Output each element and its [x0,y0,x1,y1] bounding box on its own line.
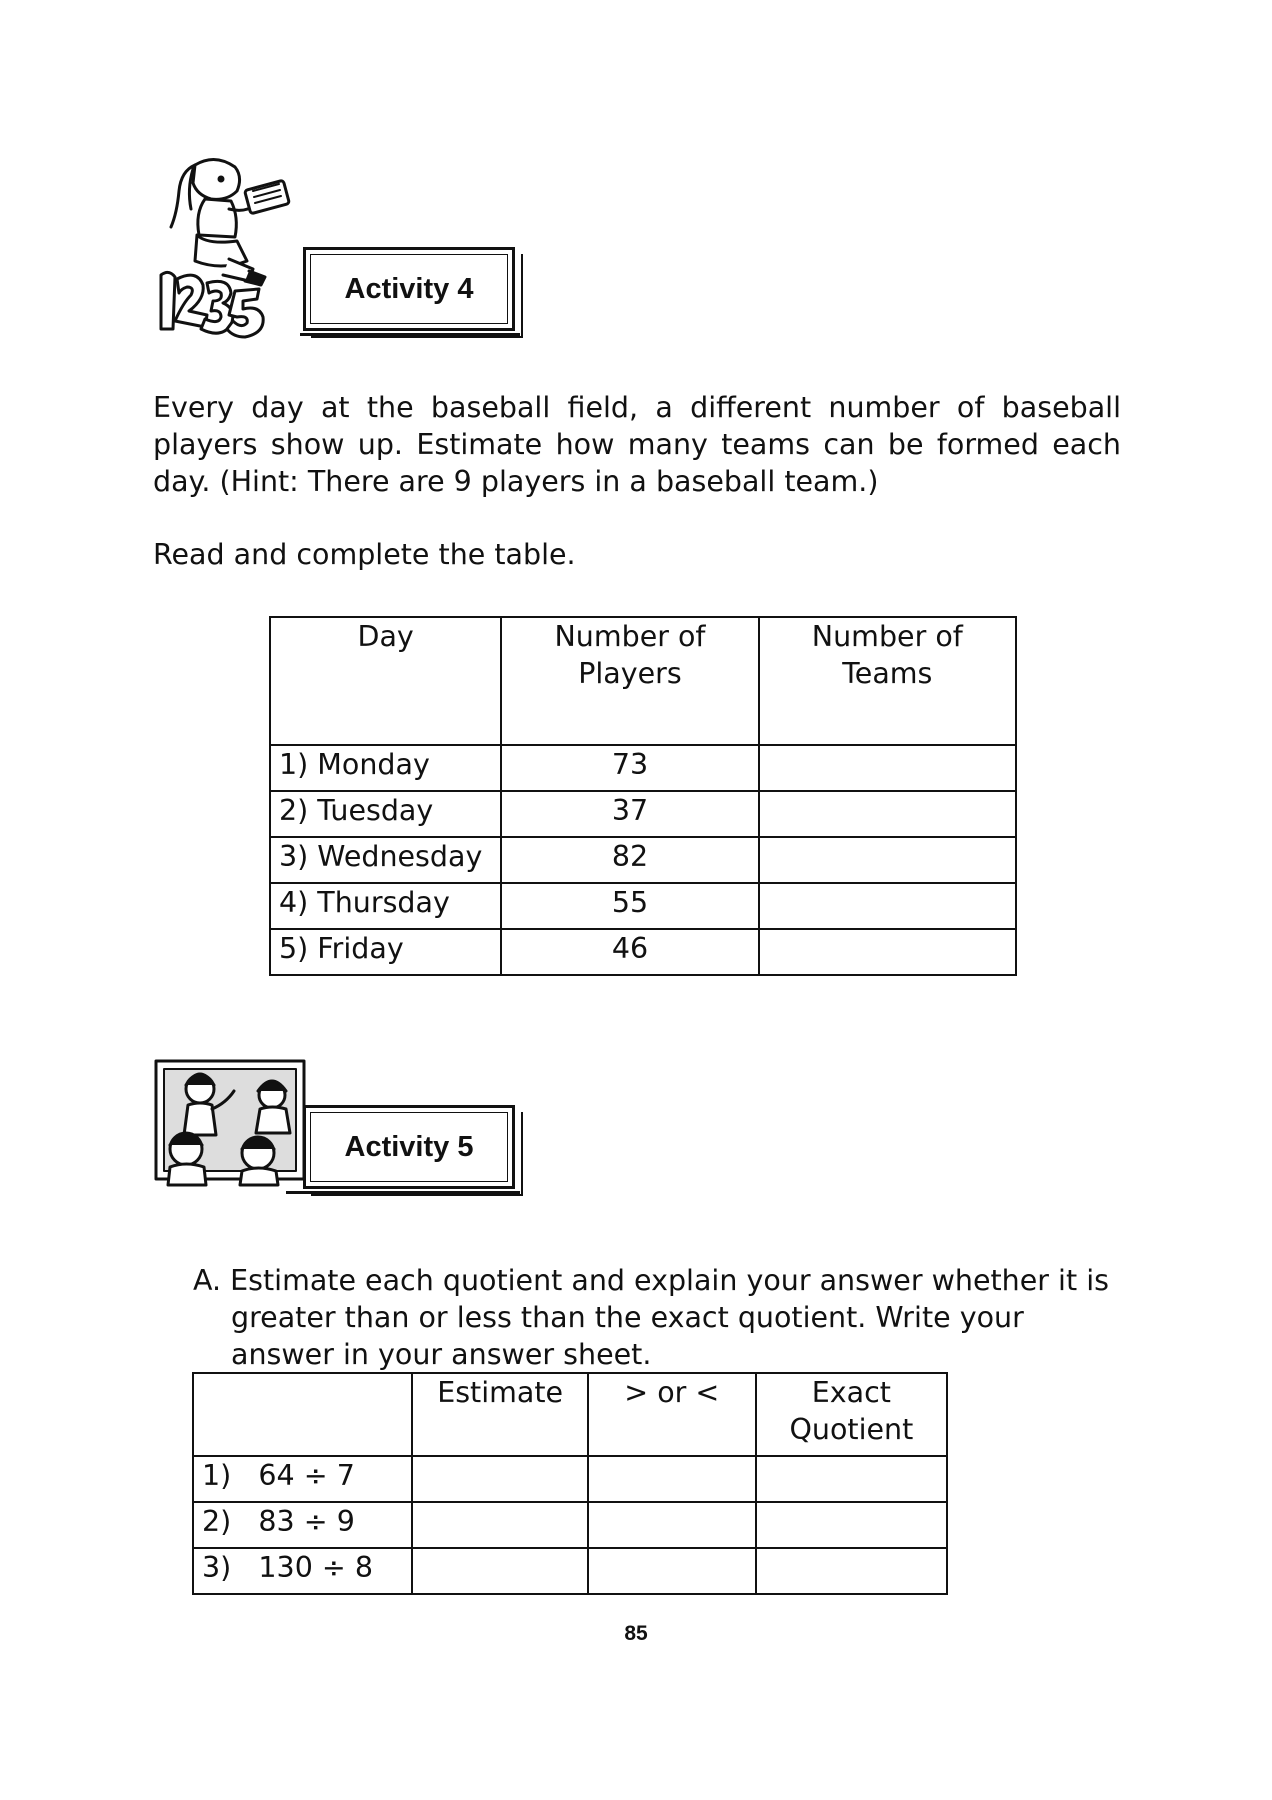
activity-4-header [303,247,515,331]
table-row [270,745,1016,791]
table-row [193,1548,947,1594]
exact-answer-cell[interactable] [756,1456,947,1502]
problem-cell: 3) 130 ÷ 8 [193,1548,412,1594]
teams-answer-cell[interactable] [759,791,1016,837]
activity-5-header [303,1105,515,1189]
header-day: Day [270,617,501,745]
day-cell: 2) Tuesday [270,791,501,837]
problem-cell: 2) 83 ÷ 9 [193,1502,412,1548]
players-cell: 82 [501,837,758,883]
activity-5-baseline [286,1191,520,1194]
compare-answer-cell[interactable] [588,1502,756,1548]
teams-answer-cell[interactable] [759,837,1016,883]
activity-4-baseline [300,333,520,336]
table-header-row [270,617,1016,745]
exact-answer-cell[interactable] [756,1548,947,1594]
players-cell: 46 [501,929,758,975]
teams-answer-cell[interactable] [759,745,1016,791]
table-row [270,883,1016,929]
players-cell: 73 [501,745,758,791]
header-problem [193,1373,412,1456]
compare-answer-cell[interactable] [588,1456,756,1502]
header-exact-quotient: Exact Quotient [756,1373,947,1456]
page-number: 85 [624,1622,648,1645]
day-cell: 1) Monday [270,745,501,791]
exact-answer-cell[interactable] [756,1502,947,1548]
estimate-answer-cell[interactable] [412,1548,587,1594]
players-cell: 37 [501,791,758,837]
table-row [270,837,1016,883]
activity-4-instruction: Read and complete the table. [153,538,576,571]
players-cell: 55 [501,883,758,929]
activity-4-intro: Every day at the baseball field, a different number of baseball players show up. Estimate how many teams can be formed each day. (Hint: There are 9 players in a baseball team.) [153,391,1121,498]
header-estimate: Estimate [412,1373,587,1456]
children-board-illustration [152,1057,312,1189]
problem-cell: 1) 64 ÷ 7 [193,1456,412,1502]
teams-answer-cell[interactable] [759,929,1016,975]
activity-5-part-a: A. Estimate each quotient and explain your answer whether it is greater than or less than the exact quotient. Write your answer in your answer sheet. [193,1264,1109,1371]
estimate-answer-cell[interactable] [412,1502,587,1548]
day-cell: 3) Wednesday [270,837,501,883]
teams-answer-cell[interactable] [759,883,1016,929]
day-cell: 5) Friday [270,929,501,975]
activity-4-title: Activity 4 [310,254,508,324]
activity-5-title: Activity 5 [310,1112,508,1182]
table-row [270,791,1016,837]
estimate-answer-cell[interactable] [412,1456,587,1502]
compare-answer-cell[interactable] [588,1548,756,1594]
table-header-row [193,1373,947,1456]
table-row [270,929,1016,975]
header-players: Number of Players [501,617,758,745]
players-teams-table [269,616,1017,976]
header-compare: > or < [588,1373,756,1456]
day-cell: 4) Thursday [270,883,501,929]
table-row [193,1456,947,1502]
table-row [193,1502,947,1548]
girl-calculator-illustration [155,155,305,340]
header-teams: Number of Teams [759,617,1016,745]
quotient-estimate-table [192,1372,948,1595]
